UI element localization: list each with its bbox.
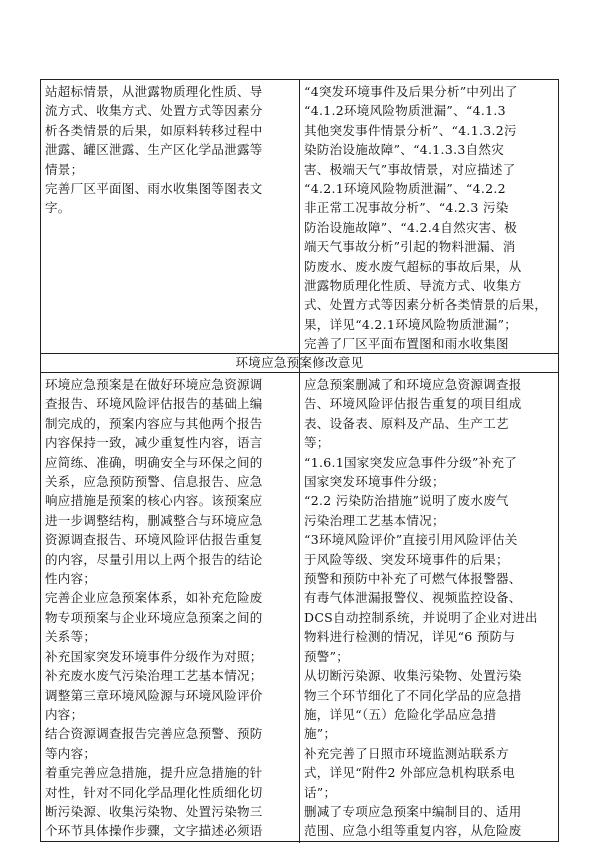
text-line: 施”； xyxy=(304,726,337,742)
text-line: 泄露物质理化性质、导流方式、收集方 xyxy=(304,278,522,294)
text-line: 从切断污染源、收集污染物、处置污染 xyxy=(304,668,522,684)
text-line: 字。 xyxy=(45,200,71,216)
text-line: “4.2.1环境风险物质泄漏”、“4.2.2 xyxy=(304,181,506,197)
text-line: 果，详见“4.2.1环境风险物质泄漏”； xyxy=(304,316,518,332)
text-line: 染防治设施故障”、“4.1.3.3自然灾 xyxy=(304,142,505,158)
text-line: 害、极端天气”事故情景，对应描述了 xyxy=(304,161,516,177)
text-line: 施，详见“（五）危险化学品应急措 xyxy=(304,706,497,722)
text-line: 防治设施故障”、“4.2.4自然灾害、极 xyxy=(304,219,518,235)
text-line: 完善企业应急预案体系，如补充危险废 xyxy=(45,590,263,606)
text-line: 着重完善应急措施，提升应急措施的针 xyxy=(45,765,263,781)
text-line: 补充废水废气污染治理工艺基本情况； xyxy=(45,668,263,684)
text-line: “3环境风险评价”直接引用风险评估关 xyxy=(304,532,518,548)
text-line: 的内容，尽量引用以上两个报告的结论 xyxy=(45,551,263,567)
text-line: 环境应急预案是在做好环境应急资源调 xyxy=(45,377,263,392)
text-line: 端天气事故分析”引起的物料泄漏、消 xyxy=(304,239,516,255)
text-line: 表、设备表、原料及产品、生产工艺 xyxy=(304,415,509,431)
text-line: 流方式、收集方式、处置方式等因素分 xyxy=(45,103,263,119)
text-line: 预警和预防中补充了可燃气体报警器、 xyxy=(304,571,522,587)
text-line: 范围、应急小组等重复内容，从危险废 xyxy=(304,823,522,839)
text-line: “4.1.2环境风险物质泄漏”、“4.1.3 xyxy=(304,103,506,119)
text-line: 污染治理工艺基本情况； xyxy=(304,512,445,528)
text-line: 析各类情景的后果，如原料转移过程中 xyxy=(45,122,263,138)
text-line: 物三个环节细化了不同化学品的应急措 xyxy=(304,687,522,703)
text-line: 物专项预案与企业环境应急预案之间的 xyxy=(45,609,263,625)
text-line: 预警”； xyxy=(304,648,350,664)
text-line: 防废水、废水废气超标的事故后果，从 xyxy=(304,258,522,274)
text-line: 完善厂区平面图、雨水收集图等图表文 xyxy=(45,181,263,197)
text-line: 应简练、准确，明确安全与环保之间的 xyxy=(45,454,263,470)
text-line: 资源调查报告、环境风险评估报告重复 xyxy=(45,532,263,548)
text-line: 进一步调整结构，删减整合与环境应急 xyxy=(45,512,263,528)
comparison-table xyxy=(40,79,559,842)
upper-left-cell xyxy=(45,82,297,352)
text-line: 有毒气体泄漏报警仪、视频监控设备、 xyxy=(304,590,522,606)
text-line: 补充国家突发环境事件分级作为对照； xyxy=(45,648,263,664)
text-line: 告、环境风险评估报告重复的项目组成 xyxy=(304,396,522,412)
text-line: 删减了专项应急预案中编制目的、适用 xyxy=(304,803,522,819)
text-line: 情景； xyxy=(45,161,84,177)
text-line: 查报告、环境风险评估报告的基础上编 xyxy=(45,396,263,412)
text-line: 制完成的，预案内容应与其他两个报告 xyxy=(45,415,263,431)
text-line: “2.2 污染防治措施”说明了废水废气 xyxy=(304,493,509,509)
text-line: 站超标情景，从泄露物质理化性质、导 xyxy=(45,84,263,99)
text-line: 等内容； xyxy=(45,745,97,761)
text-line: 式、处置方式等因素分析各类情景的后果， xyxy=(304,297,548,313)
text-line: 内容； xyxy=(45,706,84,722)
text-line: 于风险等级、突发环境事件的后果； xyxy=(304,551,509,567)
text-line: “4突发环境事件及后果分析”中列出了 xyxy=(304,84,518,99)
text-line: 关系，应急预防预警、信息报告、应急 xyxy=(45,474,263,490)
text-line: 非正常工况事故分析”、“4.2.3 污染 xyxy=(304,200,509,216)
text-line: 应急预案删减了和环境应急资源调查报 xyxy=(304,377,522,392)
text-line: 关系等； xyxy=(45,629,97,645)
text-line: 泄露、罐区泄露、生产区化学品泄露等 xyxy=(45,142,263,158)
text-line: 响应措施是预案的核心内容。该预案应 xyxy=(45,493,263,509)
text-line: 话”； xyxy=(304,784,337,800)
lower-left-cell xyxy=(45,375,297,841)
section-divider-bottom xyxy=(41,372,558,373)
text-line: DCS自动控制系统，并说明了企业对进出 xyxy=(304,609,538,625)
text-line: 内容保持一致，减少重复性内容，语言 xyxy=(45,435,263,451)
text-line: 对性，针对不同化学品理化性质细化切 xyxy=(45,784,263,800)
section-heading: 环境应急预案修改意见 xyxy=(235,355,364,370)
upper-right-cell xyxy=(304,82,556,352)
text-line: 等； xyxy=(304,435,330,451)
text-line: 其他突发事件情景分析”、“4.1.3.2污 xyxy=(304,122,517,138)
text-line: 性内容； xyxy=(45,571,97,587)
text-line: 调整第三章环境风险源与环境风险评价 xyxy=(45,687,263,703)
text-line: “1.6.1国家突发应急事件分级”补充了 xyxy=(304,454,518,470)
text-line: 完善了厂区平面布置图和雨水收集图 xyxy=(304,336,509,352)
text-line: 断污染源、收集污染物、处置污染物三 xyxy=(45,803,263,819)
text-line: 个环节具体操作步骤，文字描述必须语 xyxy=(45,823,263,839)
text-line: 结合资源调查报告完善应急预警、预防 xyxy=(45,726,263,742)
text-line: 补充完善了日照市环境监测站联系方 xyxy=(304,745,509,761)
column-divider xyxy=(299,80,300,843)
lower-right-cell xyxy=(304,375,556,841)
text-line: 式，详见“附件2 外部应急机构联系电 xyxy=(304,765,516,781)
text-line: 国家突发环境事件分级； xyxy=(304,474,445,490)
text-line: 物料进行检测的情况，详见“6 预防与 xyxy=(304,629,516,645)
